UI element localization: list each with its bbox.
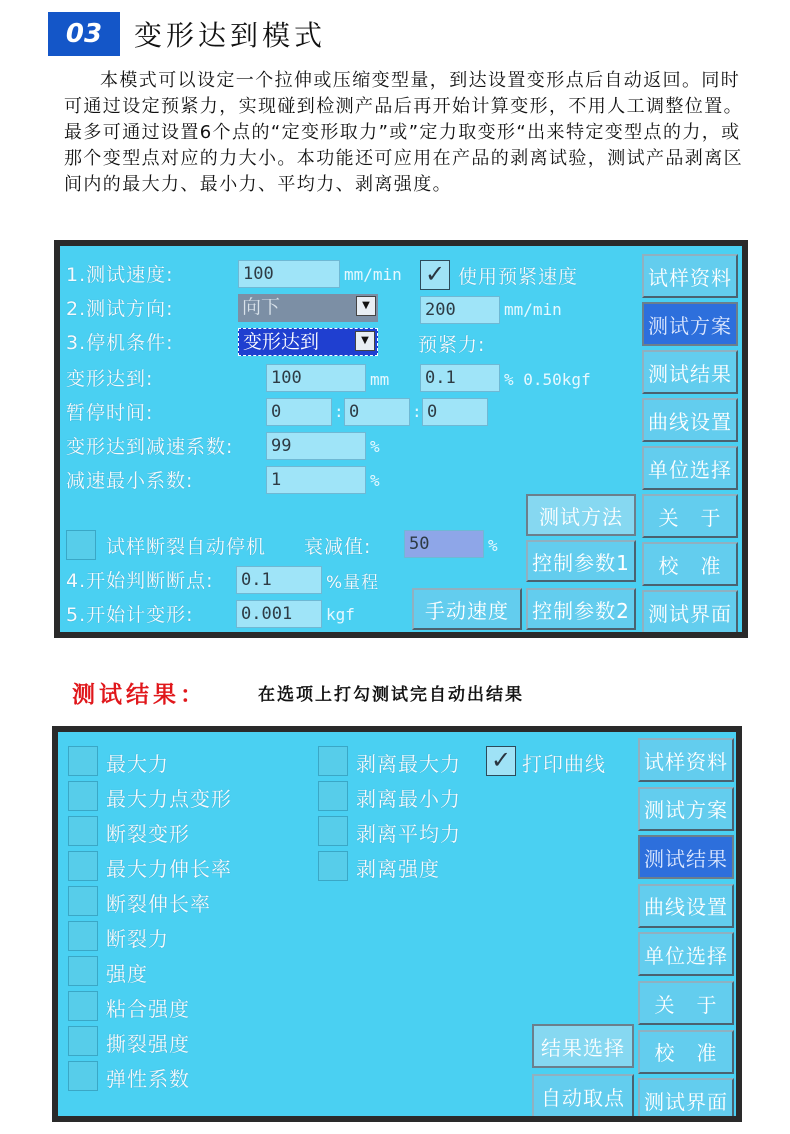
control-params2-button[interactable]: 控制参数2 [526, 588, 636, 630]
preload-speed-input[interactable]: 200 [420, 296, 500, 324]
decel-min-input[interactable]: 1 [266, 466, 366, 494]
auto-pick-button[interactable]: 自动取点 [532, 1074, 634, 1118]
result-option-checkbox[interactable] [318, 746, 348, 776]
result-option-checkbox[interactable] [68, 746, 98, 776]
result-option-label: 最大力 [106, 752, 169, 776]
result-option-checkbox[interactable] [318, 816, 348, 846]
result-option-label: 剥离最大力 [356, 752, 461, 776]
result-option-label: 强度 [106, 962, 148, 986]
result-option-checkbox[interactable] [68, 1026, 98, 1056]
break-point-label: 4.开始判断断点: [66, 570, 214, 592]
start-deform-label: 5.开始计变形: [66, 604, 194, 626]
stop-condition-value: 变形达到 [243, 331, 320, 353]
side-button-about[interactable]: 关 于 [642, 494, 738, 538]
chevron-down-icon[interactable]: ▼ [356, 296, 376, 316]
side-button-test-screen[interactable]: 测试界面 [642, 590, 738, 634]
result-option-label: 撕裂强度 [106, 1032, 190, 1056]
decel-coef-input[interactable]: 99 [266, 432, 366, 460]
side-button-curve-settings[interactable]: 曲线设置 [642, 398, 738, 442]
result-option-checkbox[interactable] [68, 1061, 98, 1091]
result-option-label: 最大力伸长率 [106, 857, 232, 881]
direction-label: 2.测试方向: [66, 298, 174, 320]
print-curve-label: 打印曲线 [522, 752, 606, 776]
results-description: 在选项上打勾测试完自动出结果 [258, 685, 524, 705]
results-title: 测试结果： [72, 682, 207, 708]
results-panel [52, 726, 742, 1122]
pause-minutes-input[interactable]: 0 [344, 398, 410, 426]
test-speed-label: 1.测试速度: [66, 264, 174, 286]
result-option-label: 断裂力 [106, 927, 169, 951]
result-option-label: 粘合强度 [106, 997, 190, 1021]
side-button-sample-data[interactable]: 试样资料 [638, 738, 734, 782]
pause-seconds-input[interactable]: 0 [422, 398, 488, 426]
result-option-checkbox[interactable] [68, 851, 98, 881]
side-button-sample-data[interactable]: 试样资料 [642, 254, 738, 298]
auto-stop-checkbox[interactable] [66, 530, 96, 560]
break-point-unit: %量程 [326, 573, 380, 593]
side-button-calibrate[interactable]: 校 准 [638, 1030, 734, 1074]
section-number: 03 [48, 12, 120, 56]
preload-force-input[interactable]: 0.1 [420, 364, 500, 392]
preload-speed-unit: mm/min [504, 300, 562, 319]
result-option-label: 最大力点变形 [106, 787, 232, 811]
auto-stop-label: 试样断裂自动停机 [106, 536, 267, 558]
result-option-checkbox[interactable] [68, 921, 98, 951]
direction-value: 向下 [242, 296, 281, 318]
decay-label: 衰减值: [304, 536, 372, 558]
test-method-button[interactable]: 测试方法 [526, 494, 636, 536]
result-option-label: 断裂伸长率 [106, 892, 211, 916]
section-title: 变形达到模式 [134, 19, 327, 52]
stop-condition-select[interactable] [238, 328, 378, 356]
break-point-input[interactable]: 0.1 [236, 566, 322, 594]
preload-speed-checkbox[interactable]: ✓ [420, 260, 450, 290]
decel-min-label: 减速最小系数: [66, 470, 194, 492]
deform-reach-input[interactable]: 100 [266, 364, 366, 392]
result-option-checkbox[interactable] [68, 886, 98, 916]
side-button-about[interactable]: 关 于 [638, 981, 734, 1025]
test-speed-input[interactable]: 100 [238, 260, 340, 288]
side-button-unit-select[interactable]: 单位选择 [642, 446, 738, 490]
preload-force-label: 预紧力: [418, 334, 486, 356]
result-option-label: 剥离强度 [356, 857, 440, 881]
result-option-checkbox[interactable] [68, 991, 98, 1021]
result-option-label: 剥离平均力 [356, 822, 461, 846]
side-button-test-results[interactable]: 测试结果 [642, 350, 738, 394]
decay-input[interactable]: 50 [404, 530, 484, 558]
preload-speed-label: 使用预紧速度 [458, 266, 579, 288]
side-button-test-plan[interactable]: 测试方案 [642, 302, 738, 346]
side-button-test-results[interactable]: 测试结果 [638, 835, 734, 879]
side-button-calibrate[interactable]: 校 准 [642, 542, 738, 586]
preload-force-unit: % 0.50kgf [504, 370, 591, 389]
manual-speed-button[interactable]: 手动速度 [412, 588, 522, 630]
start-deform-unit: kgf [326, 605, 355, 624]
result-option-checkbox[interactable] [68, 956, 98, 986]
deform-reach-label: 变形达到: [66, 368, 154, 390]
decel-coef-label: 变形达到减速系数: [66, 436, 234, 458]
side-button-unit-select[interactable]: 单位选择 [638, 932, 734, 976]
decel-min-unit: % [370, 471, 380, 490]
deform-reach-unit: mm [370, 370, 390, 389]
side-button-test-plan[interactable]: 测试方案 [638, 787, 734, 831]
result-select-button[interactable]: 结果选择 [532, 1024, 634, 1068]
control-params1-button[interactable]: 控制参数1 [526, 540, 636, 582]
decay-unit: % [488, 536, 498, 555]
test-speed-unit: mm/min [344, 265, 402, 284]
result-option-checkbox[interactable] [68, 816, 98, 846]
result-option-label: 弹性系数 [106, 1067, 190, 1091]
settings-panel: 1.测试速度: 100 mm/min ✓ 使用预紧速度 2.测试方向: 向下 ▼ 200 mm/min 3.停机条件: 变形达到 ▼ 预紧力: 变形达到: 100 mm 0.1 % 0.50kgf 暂停时间: 0 : 0 : 0 变形达到减速系数: 99 % 减速最小系数: 1 % 试样断裂自动停机 衰减值: 50 % 4.开始判断断点: 0.1 %量程 5.开始计变形: 0.001 kgf 测试方法 控制参数1 手动速度 控制参数2 试样资料 测试方案 测试结果 曲线设置 单位选择 关 于 校 准 测试界面 [54, 240, 748, 638]
pause-hours-input[interactable]: 0 [266, 398, 332, 426]
result-option-label: 剥离最小力 [356, 787, 461, 811]
start-deform-input[interactable]: 0.001 [236, 600, 322, 628]
chevron-down-icon[interactable]: ▼ [355, 331, 375, 351]
stop-condition-label: 3.停机条件: [66, 332, 174, 354]
direction-select[interactable] [238, 294, 378, 322]
intro-paragraph: 本模式可以设定一个拉伸或压缩变型量，到达设置变形点后自动返回。同时可通过设定预紧力，实现碰到检测产品后再开始计算变形，不用人工调整位置。最多可通过设置6个点的“定变形取力”或”定力取变形“出来特定变型点的力，或那个变型点对应的力大小。本功能还可应用在产品的剥离试验，测试产品剥离区间内的最大力、最小力、平均力、剥离强度。 [64, 70, 743, 195]
result-option-label: 断裂变形 [106, 822, 190, 846]
side-button-curve-settings[interactable]: 曲线设置 [638, 884, 734, 928]
result-option-checkbox[interactable] [68, 781, 98, 811]
side-button-test-screen[interactable]: 测试界面 [638, 1078, 734, 1122]
result-option-checkbox[interactable] [318, 851, 348, 881]
print-curve-checkbox[interactable]: ✓ [486, 746, 516, 776]
pause-time-label: 暂停时间: [66, 402, 154, 424]
decel-coef-unit: % [370, 437, 380, 456]
result-option-checkbox[interactable] [318, 781, 348, 811]
